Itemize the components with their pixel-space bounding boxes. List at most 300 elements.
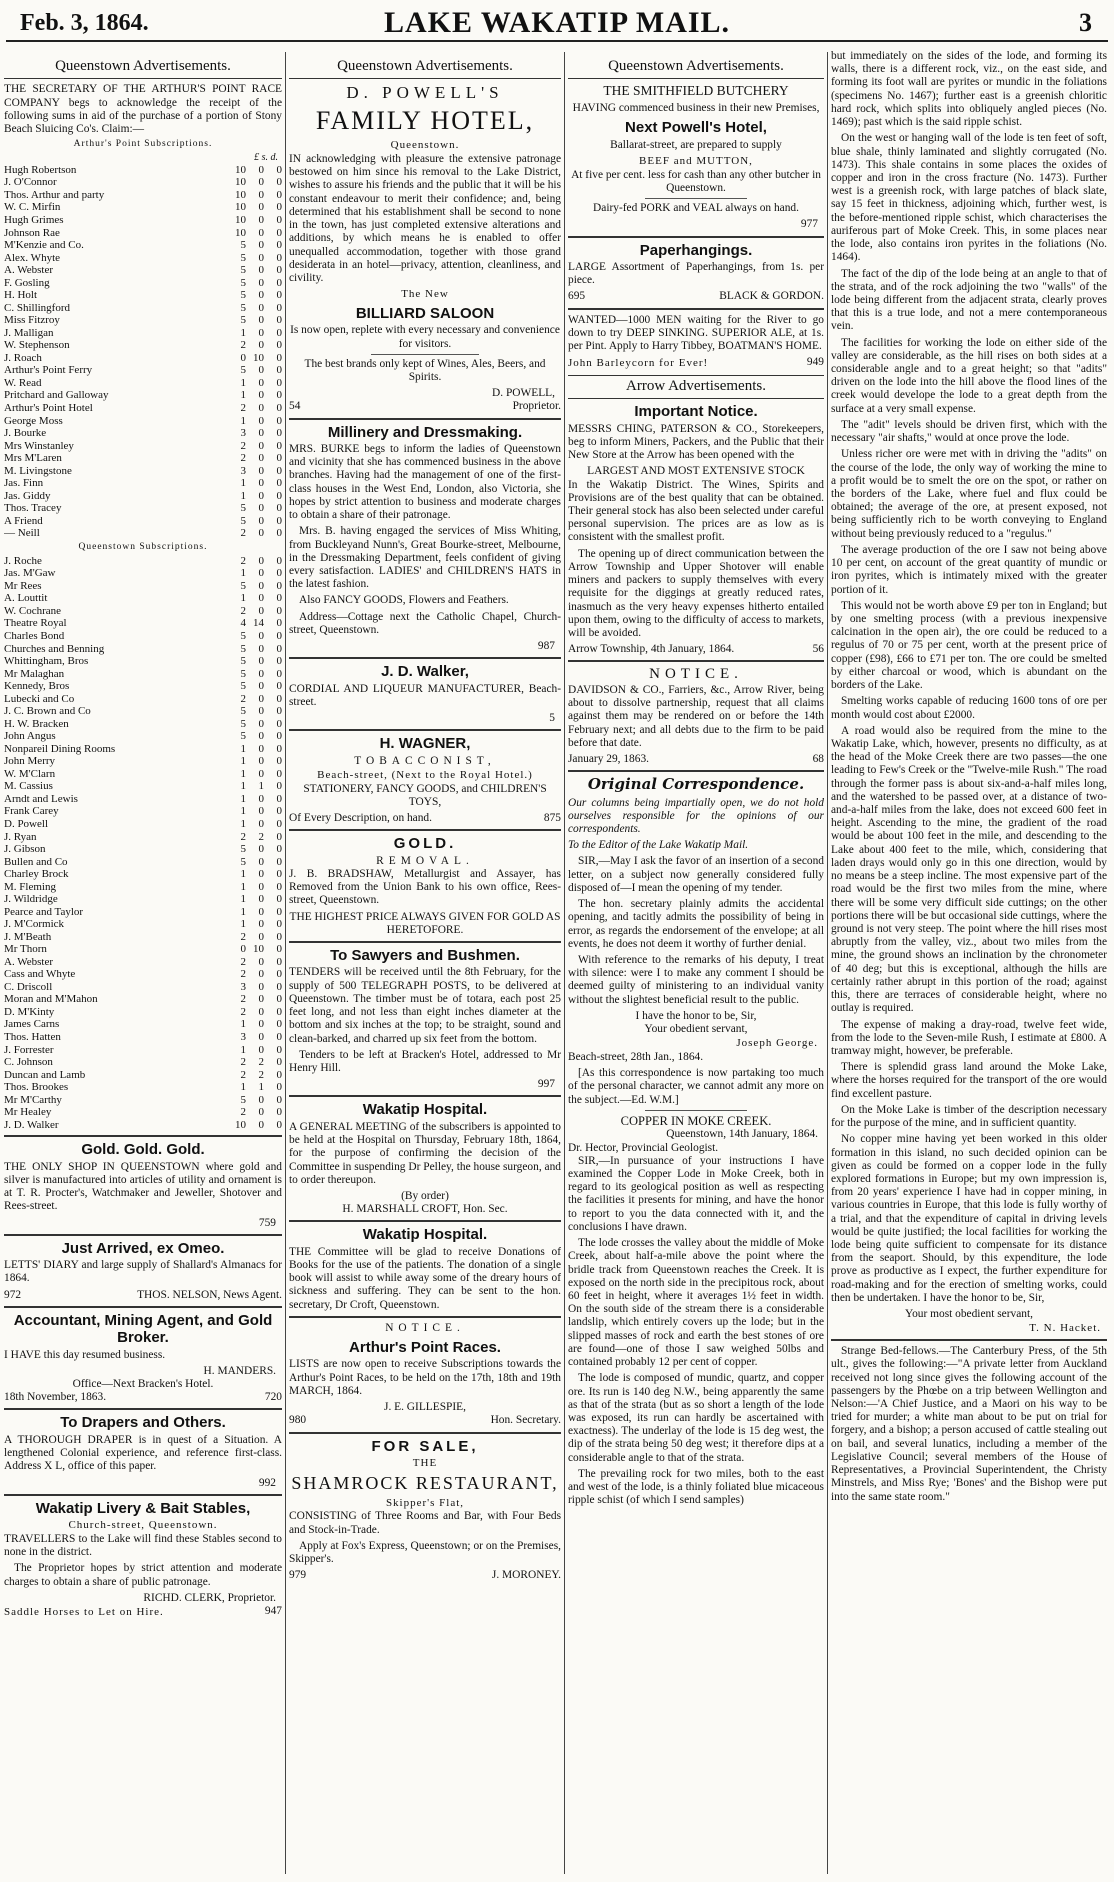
- advert-number: 997: [537, 1078, 555, 1091]
- advert-body: TENDERS will be received until the 8th February, for the supply of 500 TELEGRAPH POSTS, to be delivered at Queenstown. The timber must be of totara, each post 25 feet long, and not less than eight inches diameter at the bottom and six inches at the top; to be straight, sound and clean-barked, and charred up six feet from the bottom.: [289, 966, 561, 1045]
- article-body: SIR,—In pursuance of your instructions I have examined the Copper Lode in Moke Creek, both in regard to its geological position as well as respecting the facilities it presents for mining, and have the honor to report to you the data connected with it, and the conclusions I have drawn.: [568, 1154, 824, 1233]
- hospital-books-advert: [289, 1226, 561, 1311]
- section-header: Queenstown Advertisements.: [568, 56, 824, 79]
- subscription-amount: 2: [240, 439, 246, 452]
- advert-title: Just Arrived, ex Omeo.: [61, 1239, 225, 1257]
- subscription-amount: 0: [276, 176, 282, 189]
- advert-body: Mrs. B. having engaged the services of Miss Whiting, from Buckleyand Nunn's, Great Bourke-street, Melbourne, in the Dressmaking Department, feels confident of giving every satisfaction. LADIES' and CHILDREN'S HATS in the latest fashion.: [289, 525, 561, 591]
- article-body: A road would also be required from the mine to the Wakatip Lake, which, however, presents no difficulty, as at the head of the Moke Creek there are two passes—the one leading to Few's Creek or the "Twelve-mile Rush." The road through the former pass is about six-and-a-half miles long, and the watershed to be passed over, at a distance of two-and-a-half miles from the lake, does not exceed 600 feet in height. Ascending to the mine, the gradient of the road would be about 100 feet in the mile, and descending to the Lake about 400 feet to the mile, which, considering that laden drays would only go in this one direction, would by no means be a steep incline. The most expensive part of the road would be the first two miles from the mine, where there will be some very difficult side cuttings; on the other portions there will be but occasional side cuttings, where the ground is not very steep. The point where the hill rises most abruptly from the valley, viz., about two miles from the mine, the ground shows an inclination by the chronometer of 40 deg; but this is exceptional, although the hills are certainly rather abrupt in this portion of the road; against this, there are terraces of considerable height, where no outlay is required.: [831, 724, 1107, 1015]
- subscription-amount: 0: [276, 993, 282, 1006]
- divider: [289, 657, 561, 659]
- subscription-amount: 0: [276, 439, 282, 452]
- subscription-amount: 10: [235, 176, 246, 189]
- subscriber-name: W. Cochrane: [4, 604, 62, 617]
- livery-advert: [4, 1500, 282, 1620]
- subscriber-name: Miss Fitzroy: [4, 314, 60, 327]
- subscription-amount: 0: [258, 717, 264, 730]
- subscription-amount: 0: [276, 527, 282, 540]
- subscription-row: [4, 1056, 282, 1069]
- advert-subtitle: BEEF and MUTTON,: [639, 154, 753, 167]
- article-body: The lode is composed of mundic, quartz, and copper ore. Its run is 140 deg N.W., being apparently the same as that of the strata (but as so short a length of the lode was exposed, its run can hardly be ascertained with exactness). The underlay of the lode is 15 deg west, the dip of the strata being 50 deg west; it therefore dips at a considerable angle to that of the strata.: [568, 1372, 824, 1464]
- subscriber-name: A. Webster: [4, 955, 54, 968]
- subscription-row: [4, 239, 282, 252]
- sawyers-advert: [289, 947, 561, 1091]
- subscription-amount: 0: [258, 264, 264, 277]
- subscription-amount: 0: [258, 401, 264, 414]
- subscription-amount: 5: [240, 667, 246, 680]
- subscription-amount: 2: [240, 968, 246, 981]
- subscription-amount: 0: [258, 868, 264, 881]
- subscription-row: [4, 831, 282, 844]
- subscription-amount: 0: [276, 792, 282, 805]
- hospital-meeting-advert: [289, 1101, 561, 1216]
- subscription-amount: 2: [240, 527, 246, 540]
- subscriber-name: — Neill: [4, 527, 40, 540]
- subscription-amount: 5: [240, 579, 246, 592]
- subscription-amount: 0: [258, 980, 264, 993]
- advert-number: 949: [806, 356, 824, 369]
- subscription-amount: 14: [253, 617, 264, 630]
- wagner-advert: [289, 735, 561, 825]
- letter-signature: Joseph George.: [736, 1037, 818, 1050]
- subscription-amount: 0: [276, 767, 282, 780]
- subscriber-name: Cass and Whyte: [4, 968, 76, 981]
- subscription-row: [4, 1119, 282, 1132]
- subscription-amount: 5: [240, 680, 246, 693]
- subscription-row: [4, 943, 282, 956]
- subscriber-name: Bullen and Co: [4, 855, 68, 868]
- subscription-amount: 10: [235, 1118, 246, 1131]
- subscription-amount: 0: [258, 993, 264, 1006]
- advert-body: The Proprietor hopes by strict attention and moderate charges to obtain a share of public patronage.: [4, 1562, 282, 1588]
- subscription-amount: 0: [276, 843, 282, 856]
- subscription-amount: 0: [276, 301, 282, 314]
- subscription-amount: 0: [258, 855, 264, 868]
- subscriber-name: Mr Healey: [4, 1106, 52, 1119]
- advert-date: January 29, 1863.: [568, 752, 649, 765]
- subscriber-name: Lubecki and Co: [4, 692, 75, 705]
- subscription-row: [4, 1069, 282, 1082]
- subscriber-name: A. Webster: [4, 264, 54, 277]
- subscription-row: [4, 339, 282, 352]
- article-body: No copper mine having yet been worked in this older formation in this island, no such decided opinion can be given as could be formed on a copper lode in the fully explored formations in Europe; but my own impression is, from 20 years' experience I have had in copper mining, in various countries in Europe, that this lode is fully worthy of a trial, and that the expenditure of capital in driving levels would be quite justified; the local facilities for working the lode being quite sufficient to compensate for its distance from the seaport. Should, by this expenditure, the lode prove as productive as I expect, the further expenditure for road-making and for the erection of smelting works, could then be undertaken. I have the honor to be, Sir,: [831, 1133, 1107, 1304]
- advert-body: LARGE Assortment of Paperhangings, from 1s. per piece.: [568, 260, 824, 287]
- subscriber-name: Churches and Benning: [4, 642, 105, 655]
- subscription-amount: 0: [276, 617, 282, 630]
- advert-title: FAMILY HOTEL,: [315, 106, 535, 136]
- subscription-amount: 0: [258, 667, 264, 680]
- subscription-row: [4, 680, 282, 693]
- advert-body: A GENERAL MEETING of the subscribers is appointed to be held at the Hospital on Thursday, February 18th, 1864, for the purpose of confirming the decision of the Committee in suspending Dr Pelley, the house surgeon, and to order thereupon.: [289, 1120, 561, 1186]
- subscription-row: [4, 793, 282, 806]
- subscription-row: [4, 402, 282, 415]
- subscription-amount: 0: [258, 930, 264, 943]
- advert-number: 720: [264, 1391, 282, 1404]
- subscription-amount: 0: [258, 792, 264, 805]
- subscription-row: [4, 718, 282, 731]
- advert-title: Gold. Gold. Gold.: [81, 1141, 205, 1159]
- letter-body: The hon. secretary plainly admits the accidental opening, and tacitly admits the possibility of being in error, as regards the endorsement of the envelope; at all events, he does not deem it worthy of further denial.: [568, 898, 824, 950]
- subscription-row: [4, 277, 282, 290]
- subscriber-name: Thos. Tracey: [4, 502, 62, 515]
- correspondence-section: [568, 776, 824, 1107]
- advert-signature: D. POWELL,: [492, 387, 555, 400]
- subscription-amount: 0: [258, 477, 264, 490]
- subscription-amount: 1: [240, 893, 246, 906]
- subscription-amount: 0: [276, 893, 282, 906]
- subscription-amount: 2: [258, 1068, 264, 1081]
- subscriber-name: Thos. Arthur and party: [4, 188, 105, 201]
- subscription-amount: 10: [235, 163, 246, 176]
- divider: [289, 829, 561, 831]
- subscriber-name: George Moss: [4, 414, 63, 427]
- subscription-amount: 0: [258, 554, 264, 567]
- advert-body: MRS. BURKE begs to inform the ladies of Queenstown and vicinity that she has commenced business in the above branches. Having had the management of one of the first-class houses in the West End, London, also Victoria, she hopes by strict attention to business and moderate charges to obtain a share of their patronage.: [289, 443, 561, 522]
- subscription-amount: 5: [240, 251, 246, 264]
- races-advert: [289, 1339, 561, 1427]
- subscription-row: [4, 201, 282, 214]
- advert-number: 5: [549, 712, 555, 725]
- gold-removal-advert: [289, 835, 561, 937]
- advert-number: 68: [812, 752, 824, 765]
- subscription-row: [4, 780, 282, 793]
- subscription-amount: 0: [276, 730, 282, 743]
- subscription-amount: 0: [258, 414, 264, 427]
- subscription-row: [4, 477, 282, 490]
- subscription-amount: 0: [258, 955, 264, 968]
- advert-body: I HAVE this day resumed business.: [4, 1348, 166, 1361]
- subscription-amount: 0: [276, 655, 282, 668]
- subscription-row: [4, 289, 282, 302]
- subscription-amount: 2: [240, 452, 246, 465]
- advert-number: 56: [812, 643, 824, 656]
- advert-body: CORDIAL AND LIQUEUR MANUFACTURER, Beach-street.: [289, 682, 561, 708]
- advert-signature: J. E. GILLESPIE,: [384, 1401, 466, 1414]
- advert-body: STATIONERY, FANCY GOODS, and CHILDREN'S TOYS,: [303, 782, 547, 808]
- subscriber-name: Mrs Winstanley: [4, 439, 74, 452]
- advert-signature: RICHD. CLERK, Proprietor.: [143, 1591, 276, 1604]
- subscription-amount: 1: [240, 868, 246, 881]
- letter-close: Your obedient servant,: [644, 1023, 748, 1036]
- article-date: Queenstown, 14th January, 1864.: [666, 1128, 818, 1141]
- subscription-row: [4, 893, 282, 906]
- subscription-row: [4, 389, 282, 402]
- subscription-amount: 0: [276, 918, 282, 931]
- advert-footer: Saddle Horses to Let on Hire.: [4, 1605, 164, 1618]
- subscription-amount: 0: [258, 604, 264, 617]
- copper-article: [568, 1114, 824, 1508]
- article-body: The prevailing rock for two miles, both to the east and west of the lode, is a thinly foliated blue micaceous ripple schist (of which I send samples): [568, 1467, 824, 1507]
- advert-signature: H. MANDERS.: [203, 1364, 276, 1377]
- subscription-row: [4, 502, 282, 515]
- subscription-row: [4, 643, 282, 656]
- subscription-amount: 0: [276, 692, 282, 705]
- subscription-amount: 0: [258, 730, 264, 743]
- subscription-amount: 1: [240, 767, 246, 780]
- subscription-row: [4, 490, 282, 503]
- advert-title: NOTICE.: [649, 666, 743, 683]
- subscription-amount: 2: [240, 1106, 246, 1119]
- subscription-amount: 5: [240, 630, 246, 643]
- subscription-amount: 0: [258, 893, 264, 906]
- subscription-amount: 0: [276, 705, 282, 718]
- subscription-amount: 0: [276, 868, 282, 881]
- article-body: On the west or hanging wall of the lode is ten feet of soft, blue shale, thinly laminated and slightly corrugated (No. 1473). This shale contains in some places the oxides of copper and iron in the cross fracture (No. 1473). Further west is a greenish rock, with large patches of black slate, say 15 feet in thickness, adjoining which, further west, is the before-mentioned ripple schist, which characterises the auriferous part of Moke Creek. This, in some places near the lode, also contains iron pyrites in the foliations (No. 1464).: [831, 132, 1107, 264]
- subscription-amount: 0: [276, 514, 282, 527]
- divider: [289, 941, 561, 943]
- subscription-amount: 0: [276, 805, 282, 818]
- advert-body: CONSISTING of Three Rooms and Bar, with Four Beds and Stock-in-Trade.: [289, 1510, 561, 1536]
- subscription-amount: 1: [240, 792, 246, 805]
- notice-heading: NOTICE.: [385, 1321, 465, 1334]
- subscription-row: [4, 176, 282, 189]
- article-body: On the Moke Lake is timber of the description necessary for the purpose of the mine, and in sufficient quantity.: [831, 1103, 1107, 1130]
- subscription-amount: 0: [258, 289, 264, 302]
- subscription-amount: 0: [258, 364, 264, 377]
- subscription-row: [4, 768, 282, 781]
- advert-number: 759: [258, 1216, 276, 1229]
- article-body: This would not be worth above £9 per ton in England; but by one smelting process (with a previous inexpensive calcination in the open air), the ore could be reduced to a regulus of 70 or 75 per cent, worth at the present price of copper (£98), £66 to £71 per ton. The ore could be smelted by either charcoal or wood, which is abundant on the borders of the Lake.: [831, 599, 1107, 692]
- masthead: [6, 4, 1108, 42]
- article-body: The lode crosses the valley about the middle of Moke Creek, about half-a-mile above the point where the bridle track from Queenstown reaches the Creek. It is exposed on the north side in the precipitous rock, about 60 feet in height, where it averages 1½ feet in width. On the south side of the stream there is a considerable landslip, which entirely covers up the lode; but in the slipped masses of rock and earth the best stones of ore are found—one of those I saw weighed 50lbs and contained probably 12 per cent of copper.: [568, 1237, 824, 1369]
- subscription-amount: 0: [258, 968, 264, 981]
- subscription-row: [4, 1006, 282, 1019]
- subscription-row: [4, 440, 282, 453]
- advert-subtitle: TOBACCONIST,: [354, 754, 496, 767]
- section-header: Queenstown Advertisements.: [289, 56, 561, 79]
- subscriber-name: W. Read: [4, 376, 42, 389]
- subscriber-name: H. Holt: [4, 289, 37, 302]
- subscription-amount: 1: [240, 805, 246, 818]
- subscription-amount: 0: [258, 642, 264, 655]
- subscription-amount: 3: [240, 980, 246, 993]
- subscription-amount: 0: [258, 489, 264, 502]
- subscription-amount: 0: [258, 163, 264, 176]
- davidson-notice: [568, 666, 824, 766]
- subscription-amount: 0: [258, 1043, 264, 1056]
- subscription-row: [4, 931, 282, 944]
- subscriber-name: Pearce and Taylor: [4, 905, 84, 918]
- subscription-amount: 0: [276, 226, 282, 239]
- subscription-amount: 0: [276, 579, 282, 592]
- subscription-amount: 0: [276, 667, 282, 680]
- subscription-row: [4, 515, 282, 528]
- subscription-amount: 5: [240, 730, 246, 743]
- advert-subtitle: THE: [412, 1456, 438, 1469]
- subscriber-name: M. Cassius: [4, 780, 53, 793]
- subscriber-name: J. Forrester: [4, 1043, 54, 1056]
- subscription-amount: 5: [240, 276, 246, 289]
- subscription-row: [4, 630, 282, 643]
- subscription-amount: 0: [258, 339, 264, 352]
- subscription-amount: 0: [276, 1068, 282, 1081]
- subscription-amount: 10: [235, 226, 246, 239]
- subscription-row: [4, 527, 282, 540]
- subscription-amount: 0: [276, 880, 282, 893]
- divider: [4, 1306, 282, 1308]
- subscription-row: [4, 918, 282, 931]
- advert-title: D. POWELL'S: [346, 83, 504, 103]
- subscription-amount: 0: [258, 439, 264, 452]
- subscription-amount: 0: [276, 817, 282, 830]
- newspaper-title: LAKE WAKATIP MAIL.: [383, 6, 731, 39]
- subscription-row: [4, 1031, 282, 1044]
- subscription-amount: 1: [240, 489, 246, 502]
- subscriber-name: Jas. M'Gaw: [4, 567, 56, 580]
- divider: [568, 236, 824, 238]
- subscription-amount: 2: [240, 930, 246, 943]
- subscriber-name: M. Fleming: [4, 880, 56, 893]
- subscription-amount: 0: [258, 276, 264, 289]
- subscription-amount: 0: [276, 1005, 282, 1018]
- advert-title: H. WAGNER,: [379, 735, 471, 753]
- subscription-amount: 0: [276, 780, 282, 793]
- section-header: Arrow Advertisements.: [568, 375, 824, 399]
- advert-body: Is now open, replete with every necessary and convenience for visitors.: [290, 324, 560, 350]
- subscription-amount: 1: [240, 918, 246, 931]
- subscriber-name: Nonpareil Dining Rooms: [4, 742, 116, 755]
- subscriber-name: J. M'Beath: [4, 930, 52, 943]
- subscription-amount: 0: [276, 264, 282, 277]
- subscriber-name: J. O'Connor: [4, 176, 57, 189]
- subscription-row: [4, 189, 282, 202]
- subscription-amount: 0: [276, 401, 282, 414]
- subscription-amount: 5: [240, 855, 246, 868]
- subscription-amount: 0: [276, 567, 282, 580]
- subscription-amount: 0: [258, 326, 264, 339]
- subscription-row: [4, 617, 282, 630]
- subscriptions-heading: Queenstown Subscriptions.: [78, 541, 208, 552]
- advert-title: Accountant, Mining Agent, and Gold Broker.: [13, 1311, 273, 1347]
- advert-role: Proprietor.: [512, 400, 561, 413]
- subscription-amount: 0: [276, 188, 282, 201]
- subscription-amount: 0: [276, 414, 282, 427]
- subscriber-name: W. M'Clarn: [4, 767, 56, 780]
- subscription-amount: 0: [276, 489, 282, 502]
- subscription-row: [4, 415, 282, 428]
- advert-body: Tenders to be left at Bracken's Hotel, addressed to Mr Henry Hill.: [289, 1048, 561, 1075]
- subscription-amount: 1: [240, 389, 246, 402]
- subscription-row: [4, 1094, 282, 1107]
- subscription-amount: 0: [258, 1093, 264, 1106]
- advert-title: Wakatip Hospital.: [362, 1226, 488, 1244]
- subscriber-name: Duncan and Lamb: [4, 1068, 86, 1081]
- subscriber-name: J. D. Walker: [4, 1118, 59, 1131]
- subscription-amount: 0: [258, 579, 264, 592]
- editorial-note: Our columns being impartially open, we do not hold ourselves responsible for the opinions of our correspondents.: [568, 796, 824, 835]
- subscription-amount: 1: [240, 592, 246, 605]
- subscriber-name: D. Powell: [4, 817, 48, 830]
- subscription-row: [4, 856, 282, 869]
- letter-address: To the Editor of the Lake Wakatip Mail.: [568, 839, 749, 852]
- advert-body: MESSRS CHING, PATERSON & CO., Storekeepers, beg to inform Miners, Packers, and the Public that their New Store at the Arrow has been opened with the: [568, 422, 824, 462]
- subscription-amount: 0: [276, 339, 282, 352]
- advert-body: The opening up of direct communication between the Arrow Township and Upper Shotover will enable miners and packers to supply themselves with every requisite for the diggings at greatly reduced rates, inasmuch as the very heavy expenses hitherto entailed upon them, owing to the difficulty of access to markets, will be avoided.: [568, 547, 824, 640]
- omeo-advert: [4, 1240, 282, 1302]
- article-body: Unless richer ore were met with in driving the "adits" on the course of the lode, the only way of working the mine to a profit would be to smelt the ore on the spot, or rather on the borders of the Lake, where fuel and flux could be obtained; the average of the ore, at present exposed, not being sufficiently rich to be worth conveying to England without being previously reduced to a "regulus.": [831, 448, 1107, 540]
- subscription-amount: 0: [276, 276, 282, 289]
- subscription-row: [4, 555, 282, 568]
- advert-number: 947: [264, 1604, 282, 1617]
- divider: [4, 1234, 282, 1236]
- subscription-amount: 0: [258, 452, 264, 465]
- subscription-row: [4, 843, 282, 856]
- subscription-amount: 5: [240, 642, 246, 655]
- advert-body: DAVIDSON & CO., Farriers, &c., Arrow River, being about to dissolve partnership, request that all claims against them may be rendered on or before the 14th February next; and all debts due to the firm to be paid before that date.: [568, 683, 824, 749]
- subscription-amount: 1: [240, 1043, 246, 1056]
- advert-number: 875: [543, 812, 561, 825]
- subscriber-name: James Carns: [4, 1018, 60, 1031]
- subscription-amount: 0: [276, 1118, 282, 1131]
- subscription-amount: 0: [276, 554, 282, 567]
- editor-note: [As this correspondence is now partaking too much of the personal character, we cannot admit any more on the subject.—Ed. W.M.]: [568, 1067, 824, 1106]
- subscription-amount: 0: [276, 604, 282, 617]
- news-item: Strange Bed-fellows.—The Canterbury Press, of the 5th ult., gives the following:—"A private letter from Auckland received not long since gives the following account of the passengers by the Phœbe on a trip between Wellington and Nelson:—'A Chief Justice, and a Maori on his way to be tried for murder; a white man about to be put on trial for forgery, and a bishop; a person accused of cattle stealing out on bail, and several lunatics, including a member of the Legislative Council; several members of the House of Representatives, a Provincial Superintendent, the Christy Minstrels, and Miss Rye; 'Bones' and the Bishop were put into the same state room.": [831, 1345, 1107, 1503]
- subscriber-name: J. Malligan: [4, 326, 54, 339]
- subscription-amount: 1: [240, 755, 246, 768]
- subscriber-name: Johnson Rae: [4, 226, 60, 239]
- subscription-amount: 0: [276, 1043, 282, 1056]
- subscriber-name: Thos. Brookes: [4, 1081, 69, 1094]
- subscription-amount: 0: [258, 201, 264, 214]
- subscription-amount: 2: [240, 1005, 246, 1018]
- subscription-row: [4, 993, 282, 1006]
- subscription-amount: 1: [240, 905, 246, 918]
- subscriber-name: J. Roche: [4, 554, 42, 567]
- letter-body: With reference to the remarks of his deputy, I treat with silence: were I to make any comment I should be deemed guilty of ministering to an individual vanity without the slightest beneficial result to the public.: [568, 953, 824, 1006]
- letter-body: SIR,—May I ask the favor of an insertion of a second letter, on a subject now generally considered fully disposed of—I mean the opening of my tender.: [568, 855, 824, 894]
- subscriber-name: A Friend: [4, 514, 43, 527]
- advert-subtitle: Next Powell's Hotel,: [625, 119, 767, 137]
- subscription-row: [4, 302, 282, 315]
- divider: [371, 354, 480, 355]
- subscription-row: [4, 730, 282, 743]
- subscription-amount: 0: [276, 717, 282, 730]
- subscription-amount: 0: [276, 1056, 282, 1069]
- divider: [4, 1494, 282, 1496]
- subscription-amount: 1: [240, 326, 246, 339]
- subscriber-name: Charles Bond: [4, 630, 65, 643]
- subscription-amount: 0: [276, 452, 282, 465]
- advert-title: FOR SALE,: [371, 1437, 479, 1455]
- subscription-amount: 0: [258, 251, 264, 264]
- divider: [4, 1408, 282, 1410]
- advert-office: Office—Next Bracken's Hotel.: [72, 1378, 214, 1391]
- subscription-amount: 0: [276, 477, 282, 490]
- advert-title: GOLD.: [393, 835, 457, 853]
- powell-hotel-advert: [289, 83, 561, 413]
- subscriber-name: Arthur's Point Ferry: [4, 364, 93, 377]
- column-3: [568, 56, 824, 1874]
- currency-units: £ s. d.: [254, 152, 278, 164]
- advert-place: Queenstown.: [390, 139, 460, 152]
- millinery-advert: [289, 424, 561, 654]
- advert-signature: J. MORONEY.: [491, 1569, 561, 1582]
- subscription-amount: 0: [258, 630, 264, 643]
- subscription-amount: 0: [276, 755, 282, 768]
- column-rule: [564, 52, 565, 1874]
- advert-body: Address—Cottage next the Catholic Chapel, Church-street, Queenstown.: [289, 610, 561, 636]
- subscriber-name: J. C. Brown and Co: [4, 705, 91, 718]
- subscriber-name: John Angus: [4, 730, 56, 743]
- subscriber-name: D. M'Kinty: [4, 1005, 55, 1018]
- subscriber-name: J. Bourke: [4, 427, 47, 440]
- subscription-row: [4, 1018, 282, 1031]
- subscription-amount: 2: [240, 993, 246, 1006]
- subscription-amount: 2: [240, 1056, 246, 1069]
- column-1: [4, 56, 282, 1874]
- subscription-amount: 0: [258, 464, 264, 477]
